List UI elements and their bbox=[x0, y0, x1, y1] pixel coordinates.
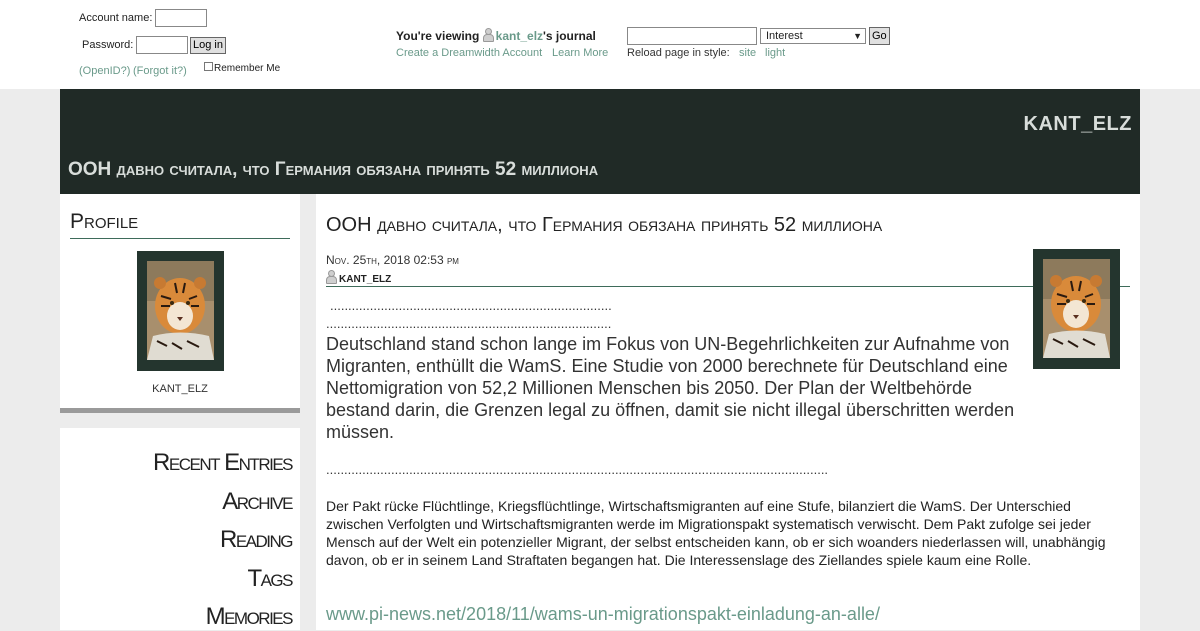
entry bbox=[316, 194, 1140, 630]
nav-recent-entries[interactable]: Recent Entries bbox=[153, 449, 292, 476]
entry-divider bbox=[326, 286, 1130, 287]
header-title: ООН давно считала, что Германия обязана принять 52 миллиона bbox=[68, 159, 599, 180]
dots-line: .............................................................................. bbox=[330, 298, 612, 313]
dots-line: ........................................................................................................................................... bbox=[326, 462, 829, 477]
search-type-select[interactable] bbox=[760, 28, 866, 44]
viewing-prefix: You're viewing bbox=[396, 29, 480, 43]
entry-title[interactable]: ООН давно считала, что Германия обязана принять 52 миллиона bbox=[326, 214, 883, 236]
entry-date[interactable]: Nov. 25th, 2018 02:53 pm bbox=[326, 253, 459, 267]
login-bar bbox=[0, 0, 1200, 89]
entry-lead-paragraph: Deutschland stand schon lange im Fokus von UN-Begehrlichkeiten zur Aufnahme von Migranten, enthüllt die WamS. Eine Studie von 2000 berechnete für Deutschland eine Nettomigration von 52,2 Millionen Menschen bis 2050. Der Plan der Weltbehörde bestand darin, die Grenzen legal zu öffnen, damit sie nicht illegal überschritten werden müssen. bbox=[326, 334, 1015, 442]
learn-more-link[interactable]: Learn More bbox=[552, 47, 609, 59]
dots-line: ............................................................................... bbox=[326, 316, 612, 331]
source-link[interactable]: www.pi-news.net/2018/11/wams-un-migrationspakt-einladung-an-alle/ bbox=[326, 604, 880, 624]
forgot-password-link[interactable]: (Forgot it?) bbox=[133, 65, 187, 77]
entry-poster bbox=[326, 270, 391, 285]
account-name-label: Account name: bbox=[79, 12, 153, 24]
password-label: Password: bbox=[82, 39, 134, 51]
style-site-link[interactable]: site bbox=[739, 47, 757, 59]
entry-userpic bbox=[1033, 249, 1120, 369]
search-input[interactable] bbox=[627, 27, 757, 45]
navigation-module bbox=[60, 428, 300, 630]
password-input[interactable] bbox=[136, 36, 188, 54]
login-button[interactable]: Log in bbox=[190, 37, 226, 54]
user-icon bbox=[483, 28, 494, 42]
remember-me-checkbox[interactable] bbox=[204, 62, 213, 71]
create-account-link[interactable]: Create a Dreamwidth Account bbox=[396, 47, 543, 59]
account-name-input[interactable] bbox=[155, 9, 207, 27]
nav-tags[interactable]: Tags bbox=[247, 565, 292, 592]
nav-memories[interactable]: Memories bbox=[205, 603, 292, 630]
dropdown-arrow-icon: ▼ bbox=[853, 31, 862, 41]
nav-reading[interactable]: Reading bbox=[219, 526, 292, 553]
entry-poster-name[interactable]: KANT_ELZ bbox=[339, 274, 392, 285]
poster-user-icon bbox=[326, 270, 337, 284]
entry-body-paragraph: Der Pakt rücke Flüchtlinge, Kriegsflüchtlinge, Wirtschaftsmigranten auf eine Stufe, bilanziert die WamS. Der Unterschied zwischen Verfolgten und Wirtschaftsmigranten werde im Migrationspakt systematisch verwischt. Dem Pakt zufolge sei jeder Mensch auf der Welt ein potenzieller Migrant, der selbst entscheiden kann, ob er sich woanders niederlassen will, unabhängig davon, ob er in seinem Land Straftaten begangen hat. Die Interessenslage des Ziellandes spiele kaum eine Rolle. bbox=[326, 498, 1106, 568]
tiger-userpic-image bbox=[147, 261, 214, 360]
search-type-value: Interest bbox=[766, 30, 803, 42]
profile-userpic[interactable] bbox=[137, 251, 224, 371]
profile-module bbox=[60, 194, 300, 413]
search-go-button[interactable]: Go bbox=[869, 27, 890, 45]
profile-heading: Profile bbox=[70, 210, 290, 239]
viewing-suffix: 's journal bbox=[543, 29, 596, 43]
tiger-entry-image bbox=[1043, 259, 1110, 358]
journal-name[interactable]: KANT_ELZ bbox=[1023, 113, 1132, 135]
style-light-link[interactable]: light bbox=[765, 47, 786, 59]
profile-username[interactable]: KANT_ELZ bbox=[152, 383, 208, 395]
nav-archive[interactable]: Archive bbox=[222, 488, 292, 515]
remember-me-label: Remember Me bbox=[214, 63, 281, 74]
journal-header bbox=[60, 89, 1140, 194]
viewing-user-link[interactable]: kant_elz bbox=[495, 29, 544, 43]
viewing-line bbox=[396, 28, 596, 43]
reload-style-label: Reload page in style: bbox=[627, 47, 730, 59]
openid-link[interactable]: (OpenID?) bbox=[79, 65, 131, 77]
